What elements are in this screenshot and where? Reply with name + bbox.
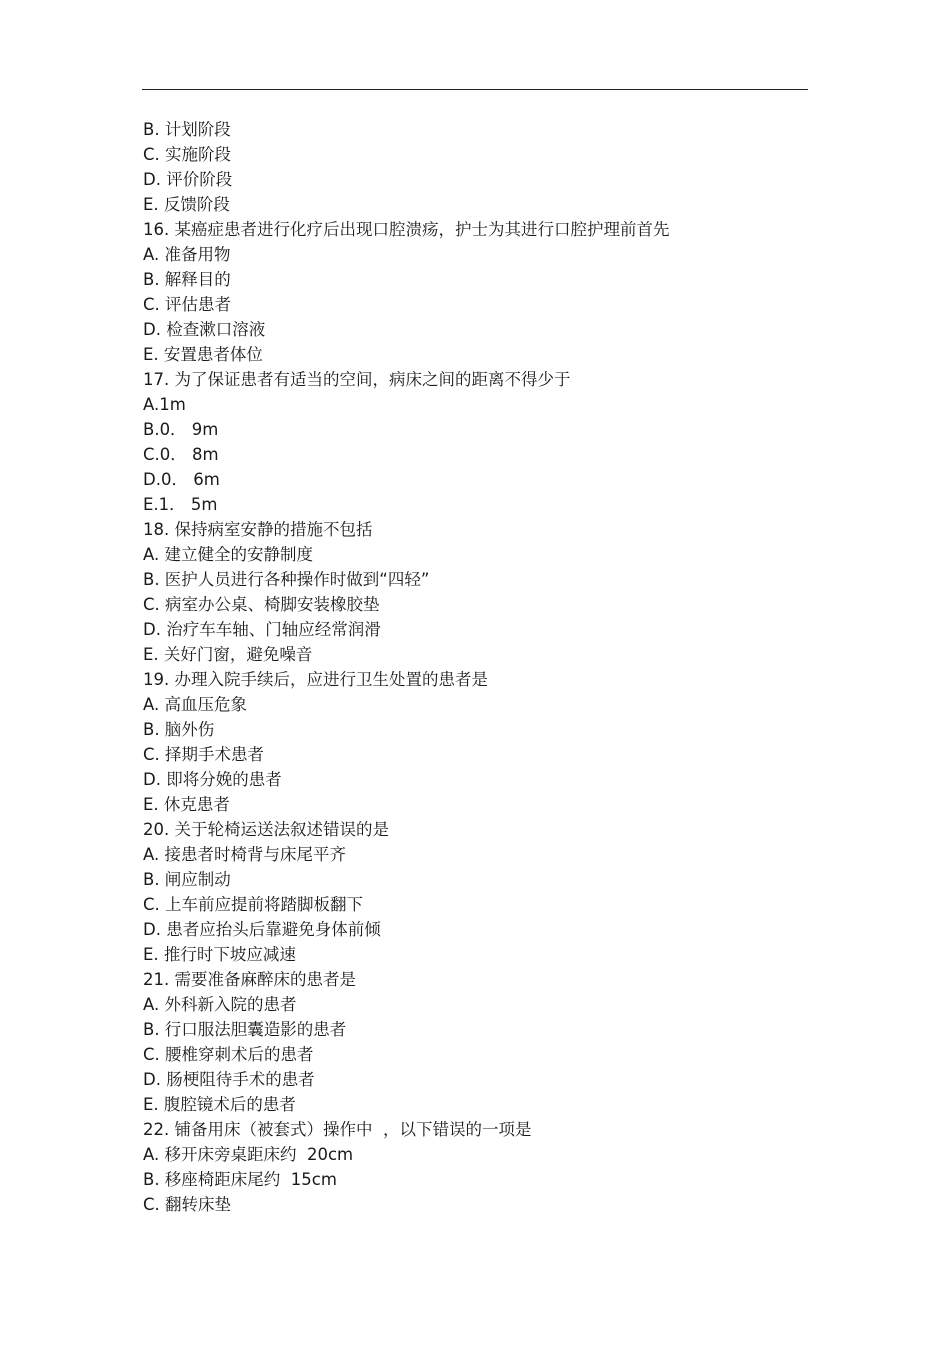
text-line: D. 治疗车车轴、门轴应经常润滑	[143, 620, 381, 639]
text-line: C. 评估患者	[143, 295, 232, 314]
text-line: A. 高血压危象	[143, 695, 247, 714]
text-line: B. 脑外伤	[143, 720, 215, 739]
text-line: 21. 需要准备麻醉床的患者是	[143, 970, 356, 989]
text-line: A. 建立健全的安静制度	[143, 545, 313, 564]
text-line: C. 上车前应提前将踏脚板翻下	[143, 895, 364, 914]
text-line: A. 准备用物	[143, 245, 231, 264]
header-rule	[142, 89, 808, 90]
text-line: C. 腰椎穿刺术后的患者	[143, 1045, 314, 1064]
text-line: 19. 办理入院手续后，应进行卫生处置的患者是	[143, 670, 488, 689]
text-line: A. 接患者时椅背与床尾平齐	[143, 845, 346, 864]
text-line: C. 择期手术患者	[143, 745, 265, 764]
text-line: B. 解释目的	[143, 270, 231, 289]
text-line: D. 患者应抬头后靠避免身体前倾	[143, 920, 381, 939]
text-line: D. 检查漱口溶液	[143, 320, 266, 339]
text-line: D. 肠梗阻待手术的患者	[143, 1070, 315, 1089]
text-line: 17. 为了保证患者有适当的空间，病床之间的距离不得少于	[143, 370, 571, 389]
text-line: E. 休克患者	[143, 795, 230, 814]
text-line: 20. 关于轮椅运送法叙述错误的是	[143, 820, 389, 839]
text-line: A.1m	[143, 395, 186, 414]
text-line: D. 评价阶段	[143, 170, 233, 189]
question-text-block	[143, 117, 823, 1217]
text-line: A. 移开床旁桌距床约 20cm	[143, 1145, 354, 1164]
text-line: E. 反馈阶段	[143, 195, 230, 214]
text-line: E. 推行时下坡应减速	[143, 945, 296, 964]
text-line: E.1． 5m	[143, 495, 218, 514]
text-line: C.0． 8m	[143, 445, 219, 464]
text-line: E. 关好门窗，避免噪音	[143, 645, 313, 664]
text-line: C. 病室办公桌、椅脚安装橡胶垫	[143, 595, 380, 614]
text-line: B. 移座椅距床尾约 15cm	[143, 1170, 337, 1189]
text-line: D. 即将分娩的患者	[143, 770, 282, 789]
text-line: 16. 某癌症患者进行化疗后出现口腔溃疡，护士为其进行口腔护理前首先	[143, 220, 670, 239]
text-line: 22. 铺备用床（被套式）操作中 ，以下错误的一项是	[143, 1120, 532, 1139]
text-line: 18. 保持病室安静的措施不包括	[143, 520, 373, 539]
text-line: B. 闸应制动	[143, 870, 231, 889]
text-line: B.0． 9m	[143, 420, 219, 439]
text-line: B. 行口服法胆囊造影的患者	[143, 1020, 347, 1039]
text-line: A. 外科新入院的患者	[143, 995, 297, 1014]
text-line: E. 腹腔镜术后的患者	[143, 1095, 296, 1114]
text-line: B. 计划阶段	[143, 120, 231, 139]
text-line: C. 实施阶段	[143, 145, 232, 164]
text-line: D.0． 6m	[143, 470, 220, 489]
text-line: B. 医护人员进行各种操作时做到“四轻”	[143, 570, 430, 589]
text-line: E. 安置患者体位	[143, 345, 263, 364]
text-line: C. 翻转床垫	[143, 1195, 232, 1214]
